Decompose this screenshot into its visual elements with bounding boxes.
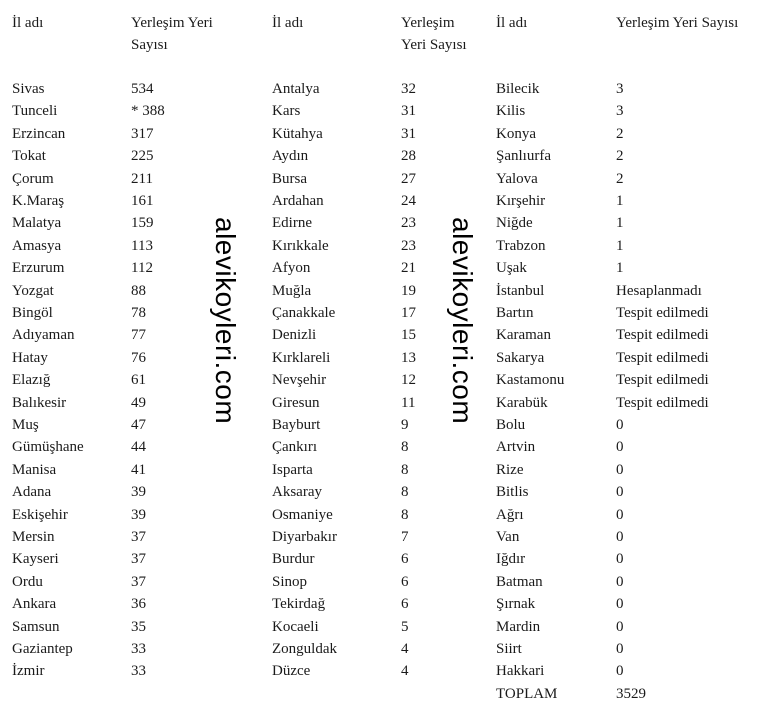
settlement-count: 3	[616, 103, 624, 120]
settlement-count: 32	[401, 81, 416, 97]
settlement-count: 4	[401, 641, 409, 657]
province-name: Kayseri	[12, 551, 59, 568]
province-name: Nevşehir	[272, 372, 327, 389]
province-name: Çankırı	[272, 439, 317, 456]
province-name: Aydın	[272, 148, 309, 165]
settlement-count: 8	[401, 461, 409, 478]
settlement-count: 9	[401, 417, 409, 433]
settlement-count: 36	[131, 596, 146, 613]
settlement-count: 0	[616, 529, 624, 545]
province-name: Bitlis	[496, 484, 529, 501]
province-name: Sakarya	[496, 349, 545, 366]
province-name: Kocaeli	[272, 618, 319, 635]
settlement-count: 2	[616, 170, 624, 187]
settlement-count: 12	[401, 372, 416, 389]
province-name: Çanakkale	[272, 305, 336, 321]
settlement-count: 21	[401, 260, 416, 277]
province-name: Muş	[12, 417, 39, 433]
province-name: Bursa	[272, 170, 307, 187]
province-name: TOPLAM	[496, 685, 558, 702]
settlement-count: 0	[616, 641, 624, 657]
header-value-1: Yerleşim Yeri Sayısı	[131, 15, 213, 53]
province-name: Kilis	[496, 103, 526, 120]
watermark-text: alevikoyleri.com	[210, 217, 241, 425]
province-name: Burdur	[272, 551, 315, 568]
settlement-count: 17	[401, 305, 416, 321]
province-name: Balıkesir	[12, 394, 67, 411]
settlement-count: 49	[131, 394, 146, 411]
province-name: Hatay	[12, 349, 48, 366]
settlement-count: 0	[616, 573, 624, 590]
province-name: Gümüşhane	[12, 439, 84, 456]
province-name: Denizli	[272, 327, 317, 344]
settlement-count: 37	[131, 529, 146, 545]
settlement-count: 0	[616, 439, 624, 456]
province-name: Van	[496, 529, 520, 545]
province-name: Bolu	[496, 417, 526, 433]
province-name: Elazığ	[12, 372, 51, 389]
settlement-count: 23	[401, 215, 416, 232]
province-name: Ardahan	[272, 193, 324, 209]
settlement-count: 44	[131, 439, 146, 456]
province-name: Erzincan	[12, 125, 66, 142]
settlement-count: 88	[131, 282, 146, 299]
province-name: İstanbul	[496, 282, 545, 299]
settlement-count: 41	[131, 461, 146, 478]
province-name: Bayburt	[272, 417, 321, 433]
province-name: Afyon	[272, 260, 311, 277]
header-name-1: İl adı	[12, 15, 44, 31]
settlement-count: 4	[401, 663, 409, 680]
settlement-count: 1	[616, 237, 624, 254]
settlement-count: 76	[131, 349, 146, 366]
province-name: Kırıkkale	[272, 237, 329, 254]
province-name: K.Maraş	[12, 193, 65, 209]
settlement-count: 0	[616, 596, 624, 613]
settlement-count: 3	[616, 81, 624, 97]
settlement-count: 37	[131, 573, 146, 590]
settlement-count: 19	[401, 282, 416, 299]
province-name: Zonguldak	[272, 641, 337, 657]
settlement-count: Tespit edilmedi	[616, 349, 709, 366]
settlement-count: 28	[401, 148, 416, 165]
settlement-count: Tespit edilmedi	[616, 305, 709, 321]
province-name: Malatya	[12, 215, 62, 232]
settlement-count: 161	[131, 193, 154, 209]
province-name: Antalya	[272, 81, 320, 97]
province-name: Rize	[496, 461, 524, 478]
province-name: İzmir	[12, 663, 45, 680]
province-name: Kastamonu	[496, 372, 565, 389]
settlement-count: 2	[616, 125, 624, 142]
settlement-count: 24	[401, 193, 416, 209]
settlement-count: 8	[401, 439, 409, 456]
province-name: Ankara	[12, 596, 57, 613]
settlement-count: 13	[401, 349, 416, 366]
settlement-count: 61	[131, 372, 146, 389]
province-name: Samsun	[12, 618, 60, 635]
province-name: Sivas	[12, 81, 45, 97]
header-value-2: Yerleşim Yeri Sayısı	[401, 15, 467, 53]
province-name: Ordu	[12, 573, 43, 590]
province-name: Bartın	[496, 305, 534, 321]
province-name: Trabzon	[496, 237, 546, 254]
settlement-count: 0	[616, 551, 624, 568]
settlement-count: 5	[401, 618, 409, 635]
province-name: Giresun	[272, 394, 320, 411]
province-name: Yalova	[496, 170, 538, 187]
settlement-count: 225	[131, 148, 154, 165]
province-name: Niğde	[496, 215, 533, 232]
province-name: Karabük	[496, 394, 548, 411]
province-name: Bilecik	[496, 81, 540, 97]
settlement-count: 8	[401, 484, 409, 501]
settlement-count: 0	[616, 461, 624, 478]
province-name: Karaman	[496, 327, 551, 344]
settlement-count: 37	[131, 551, 146, 568]
province-name: Isparta	[272, 461, 313, 478]
header-value-3: Yerleşim Yeri Sayısı	[616, 15, 739, 31]
settlement-count: 211	[131, 170, 153, 187]
settlement-count: 317	[131, 125, 154, 142]
province-name: Artvin	[496, 439, 536, 456]
province-name: Kars	[272, 103, 301, 120]
settlement-count: 159	[131, 215, 154, 232]
settlement-count: 47	[131, 417, 146, 433]
province-name: Amasya	[12, 237, 62, 254]
settlement-count: 33	[131, 663, 146, 680]
settlement-count: 11	[401, 394, 416, 411]
watermark-text: alevikoyleri.com	[447, 217, 478, 425]
settlement-count: Hesaplanmadı	[616, 282, 702, 299]
province-name: Tunceli	[12, 103, 58, 120]
province-name: Mersin	[12, 529, 55, 545]
settlement-count: 39	[131, 506, 146, 523]
settlement-count: 35	[131, 618, 146, 635]
settlement-count: 6	[401, 596, 409, 613]
header-name-3: İl adı	[496, 15, 528, 31]
province-name: Şırnak	[496, 596, 536, 613]
settlement-count: 0	[616, 484, 624, 501]
settlement-count: 534	[131, 81, 154, 97]
province-name: Siirt	[496, 641, 522, 657]
province-name: Edirne	[272, 215, 312, 232]
settlement-count: 31	[401, 125, 416, 142]
settlement-count: 7	[401, 529, 409, 545]
province-name: Ağrı	[496, 506, 524, 523]
province-name: Yozgat	[12, 282, 54, 299]
settlement-count: 0	[616, 417, 624, 433]
province-name: Şanlıurfa	[496, 148, 551, 165]
header-name-2: İl adı	[272, 15, 304, 31]
province-name: Tokat	[12, 148, 46, 165]
province-name: Adana	[12, 484, 52, 501]
settlement-count: 33	[131, 641, 146, 657]
province-name: Bingöl	[12, 305, 53, 321]
province-name: Aksaray	[272, 484, 322, 501]
settlement-count: Tespit edilmedi	[616, 327, 709, 344]
settlement-count: 39	[131, 484, 146, 501]
province-name: Osmaniye	[272, 506, 333, 523]
settlement-count: 78	[131, 305, 146, 321]
province-name: Kırşehir	[496, 193, 546, 209]
province-name: Muğla	[272, 282, 312, 299]
settlement-count: 77	[131, 327, 146, 344]
province-name: Tekirdağ	[272, 596, 326, 613]
province-name: Diyarbakır	[272, 529, 337, 545]
settlement-count: 113	[131, 237, 153, 254]
settlement-count: 23	[401, 237, 416, 254]
settlement-count: 6	[401, 573, 409, 590]
province-name: Mardin	[496, 618, 541, 635]
settlement-count: 1	[616, 193, 624, 209]
settlement-count: 1	[616, 260, 624, 277]
province-name: Çorum	[12, 170, 54, 187]
settlement-count: * 388	[131, 103, 165, 120]
province-name: Kütahya	[272, 125, 323, 142]
settlement-count: 8	[401, 506, 409, 523]
province-name: Düzce	[272, 663, 311, 680]
province-name: Uşak	[496, 260, 527, 277]
settlement-count: 112	[131, 260, 153, 277]
province-name: Sinop	[272, 573, 308, 590]
settlement-count: 0	[616, 506, 624, 523]
settlement-count: 0	[616, 663, 624, 680]
province-name: Gaziantep	[12, 641, 73, 657]
province-name: Manisa	[12, 461, 57, 478]
settlement-count: Tespit edilmedi	[616, 372, 709, 389]
settlement-count: 3529	[616, 685, 646, 702]
province-name: Eskişehir	[12, 506, 68, 523]
settlement-count: 15	[401, 327, 416, 344]
settlement-count: 31	[401, 103, 416, 120]
settlement-count: 1	[616, 215, 624, 232]
province-name: Konya	[496, 125, 536, 142]
province-name: Adıyaman	[12, 327, 75, 344]
settlement-count: 0	[616, 618, 624, 635]
settlement-count: 27	[401, 170, 416, 187]
province-name: Batman	[496, 573, 543, 590]
settlement-count: 6	[401, 551, 409, 568]
province-name: Iğdır	[496, 551, 526, 568]
settlement-count: Tespit edilmedi	[616, 394, 709, 411]
settlement-count: 2	[616, 148, 624, 165]
province-name: Erzurum	[12, 260, 65, 277]
province-name: Hakkari	[496, 663, 545, 680]
province-name: Kırklareli	[272, 349, 331, 366]
